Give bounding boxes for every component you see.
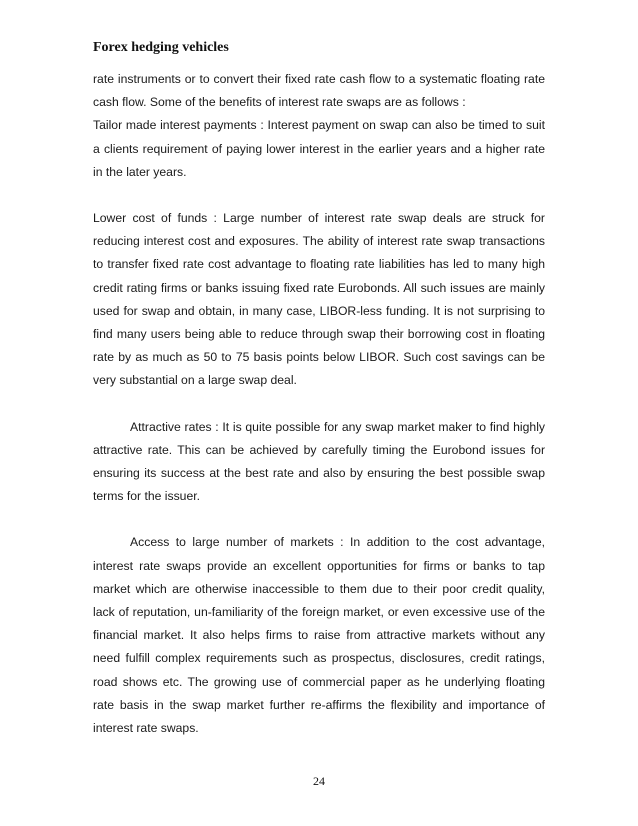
paragraph-access-markets: Access to large number of markets : In addition to the cost advantage, interest rate swaps provide an excellent opportunities for firms or banks to tap market which are otherwise inaccessible to them due to their poor credit quality, lack of reputation, un-familiarity of the foreign market, or even excessive use of the financial market. It also helps firms to raise from attractive markets without any need fulfill complex requirements such as prospectus, disclosures, credit ratings, road shows etc. The growing use of commercial paper as he underlying floating rate basis in the swap market further re-affirms the flexibility and importance of interest rate swaps.	[93, 535, 545, 736]
page-number: 24	[313, 774, 325, 788]
body-text	[93, 68, 545, 740]
paragraph-attractive-rates: Attractive rates : It is quite possible for any swap market maker to find highly attractive rate. This can be achieved by carefully timing the Eurobond issues for ensuring its success at the best rate and also by ensuring the best possible swap terms for the issuer.	[93, 419, 545, 504]
paragraph-tailor-made: Tailor made interest payments : Interest payment on swap can also be timed to suit a clients requirement of paying lower interest in the earlier years and a higher rate in the later years.	[93, 118, 545, 179]
paragraph-lower-cost: Lower cost of funds : Large number of interest rate swap deals are struck for reducing interest cost and exposures. The ability of interest rate swap transactions to transfer fixed rate cost advantage to floating rate liabilities has led to many high credit rating firms or banks issuing fixed rate Eurobonds. All such issues are mainly used for swap and obtain, in many case, LIBOR-less funding. It is not surprising to find many users being able to reduce through swap their borrowing cost in floating rate by as much as 50 to 75 basis points below LIBOR. Such cost savings can be very substantial on a large swap deal.	[93, 211, 545, 388]
running-header: Forex hedging vehicles	[93, 40, 229, 55]
paragraph-intro: rate instruments or to convert their fixed rate cash flow to a systematic floating rate cash flow. Some of the benefits of interest rate swaps are as follows :	[93, 72, 545, 110]
